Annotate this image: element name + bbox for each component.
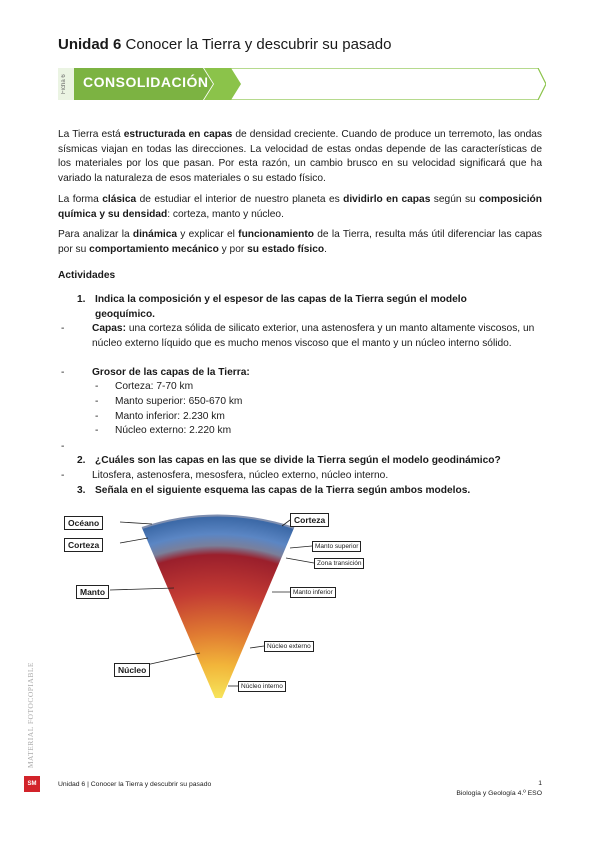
text-segment: su estado físico (247, 243, 325, 255)
label-manto-superior: Manto superior (312, 541, 361, 552)
text-segment: de la Tierra, resulta más útil diferenciar las capas por su (58, 229, 542, 255)
text-segment: de estudiar el interior de nuestro planeta es (136, 194, 344, 205)
label-zona-transicion: Zona transición (314, 558, 364, 569)
footer-unit: Unidad 6 | Conocer la Tierra y descubrir su pasado (58, 781, 212, 788)
grosor-heading: Grosor de las capas de la Tierra: (92, 367, 250, 378)
answer-2-text: Litosfera, astenosfera, mesosfera, núcleo externo, núcleo interno. (92, 470, 389, 481)
consolidacion-banner (58, 68, 546, 100)
answer-1-grosor (61, 366, 250, 381)
question-1 (77, 293, 537, 323)
text-segment: comportamiento mecánico (89, 243, 219, 255)
label-oceano: Océano (64, 516, 103, 530)
bullet-dash: - (61, 470, 65, 481)
text-segment: dividirlo en capas (343, 194, 431, 205)
label-manto: Manto (76, 585, 109, 599)
grosor-item: - Corteza: 7-70 km (95, 381, 194, 392)
label-nucleo-externo: Núcleo externo (264, 641, 314, 652)
intro-paragraph-3 (58, 228, 542, 257)
text-segment: composición química y su densidad (58, 194, 542, 220)
text-segment: estructurada en capas (123, 129, 233, 140)
text-segment: : corteza, manto y núcleo. (167, 208, 284, 220)
label-corteza-right: Corteza (290, 513, 329, 527)
earth-wedge-image (62, 508, 362, 708)
question-3-number: 3. (77, 485, 86, 496)
label-manto-inferior: Manto inferior (290, 587, 336, 598)
gear-icon (270, 77, 283, 90)
activities-heading: Actividades (58, 270, 116, 281)
question-2 (77, 454, 547, 469)
text-segment: funcionamiento (238, 229, 315, 240)
answer-2 (61, 469, 389, 484)
text-segment: de densidad creciente. Cuando de produce un terremoto, las ondas sísmicas viajan en todas las direcciones. La velocidad de estas ondas depende de las características de los materiales por los que pasan. Por esta razón, un cambio brusco en su velocidad significará que ha variado la naturaleza de esos materiales o su estado físico. (58, 129, 542, 184)
bullet-dash: - (61, 323, 65, 334)
grosor-item: - Núcleo externo: 2.220 km (95, 425, 232, 436)
grosor-item: - Manto inferior: 2.230 km (95, 411, 225, 422)
text-segment: y explicar el (177, 229, 239, 240)
ficha-label: Ficha 6 (61, 74, 67, 94)
grosor-item: - Manto superior: 650-670 km (95, 396, 243, 407)
bullet-dash: - (61, 367, 65, 378)
question-1-text: Indica la composición y el espesor de las capas de la Tierra según el modelo geoquímico. (95, 294, 467, 320)
photocopiable-notice: MATERIAL FOTOCOPIABLE (26, 662, 35, 769)
unit-title: Conocer la Tierra y descubrir su pasado (125, 36, 392, 53)
question-1-number: 1. (77, 294, 86, 305)
footer-right (456, 779, 542, 799)
text-segment: . (324, 243, 327, 255)
page-header (58, 36, 391, 53)
label-corteza-left: Corteza (64, 538, 103, 552)
capas-label: Capas: (92, 323, 126, 334)
text-segment: y por (218, 243, 248, 255)
page-number: 1 (538, 780, 542, 787)
footer-subject: Biología y Geología 4.º ESO (456, 790, 542, 797)
question-2-text: ¿Cuáles son las capas en las que se divide la Tierra según el modelo geodinámico? (95, 455, 501, 466)
text-segment: La Tierra está (58, 129, 124, 140)
sm-logo: SM (24, 776, 40, 792)
banner-title: CONSOLIDACIÓN (83, 74, 209, 90)
label-nucleo: Núcleo (114, 663, 150, 677)
question-2-number: 2. (77, 455, 86, 466)
empty-bullet: - (61, 441, 65, 452)
text-segment: dinámica (132, 229, 178, 240)
text-segment: Para analizar la (58, 229, 133, 240)
label-nucleo-interno: Núcleo interno (238, 681, 286, 692)
intro-paragraph-2 (58, 193, 542, 222)
capas-text: una corteza sólida de silicato exterior, una astenosfera y un manto altamente viscosos, un núcleo externo líquido que es mucho menos viscoso que el manto y un núcleo interno sólido. (92, 323, 535, 349)
question-3-text: Señala en el siguiente esquema las capas de la Tierra según ambos modelos. (95, 485, 471, 496)
answer-1-capas (61, 322, 535, 349)
intro-paragraph-1 (58, 128, 542, 186)
text-segment: La forma (58, 194, 103, 205)
unit-label: Unidad 6 (58, 36, 122, 53)
text-segment: clásica (102, 194, 137, 205)
question-3 (77, 484, 537, 499)
text-segment: según su (430, 194, 480, 205)
earth-layers-diagram (62, 508, 362, 708)
